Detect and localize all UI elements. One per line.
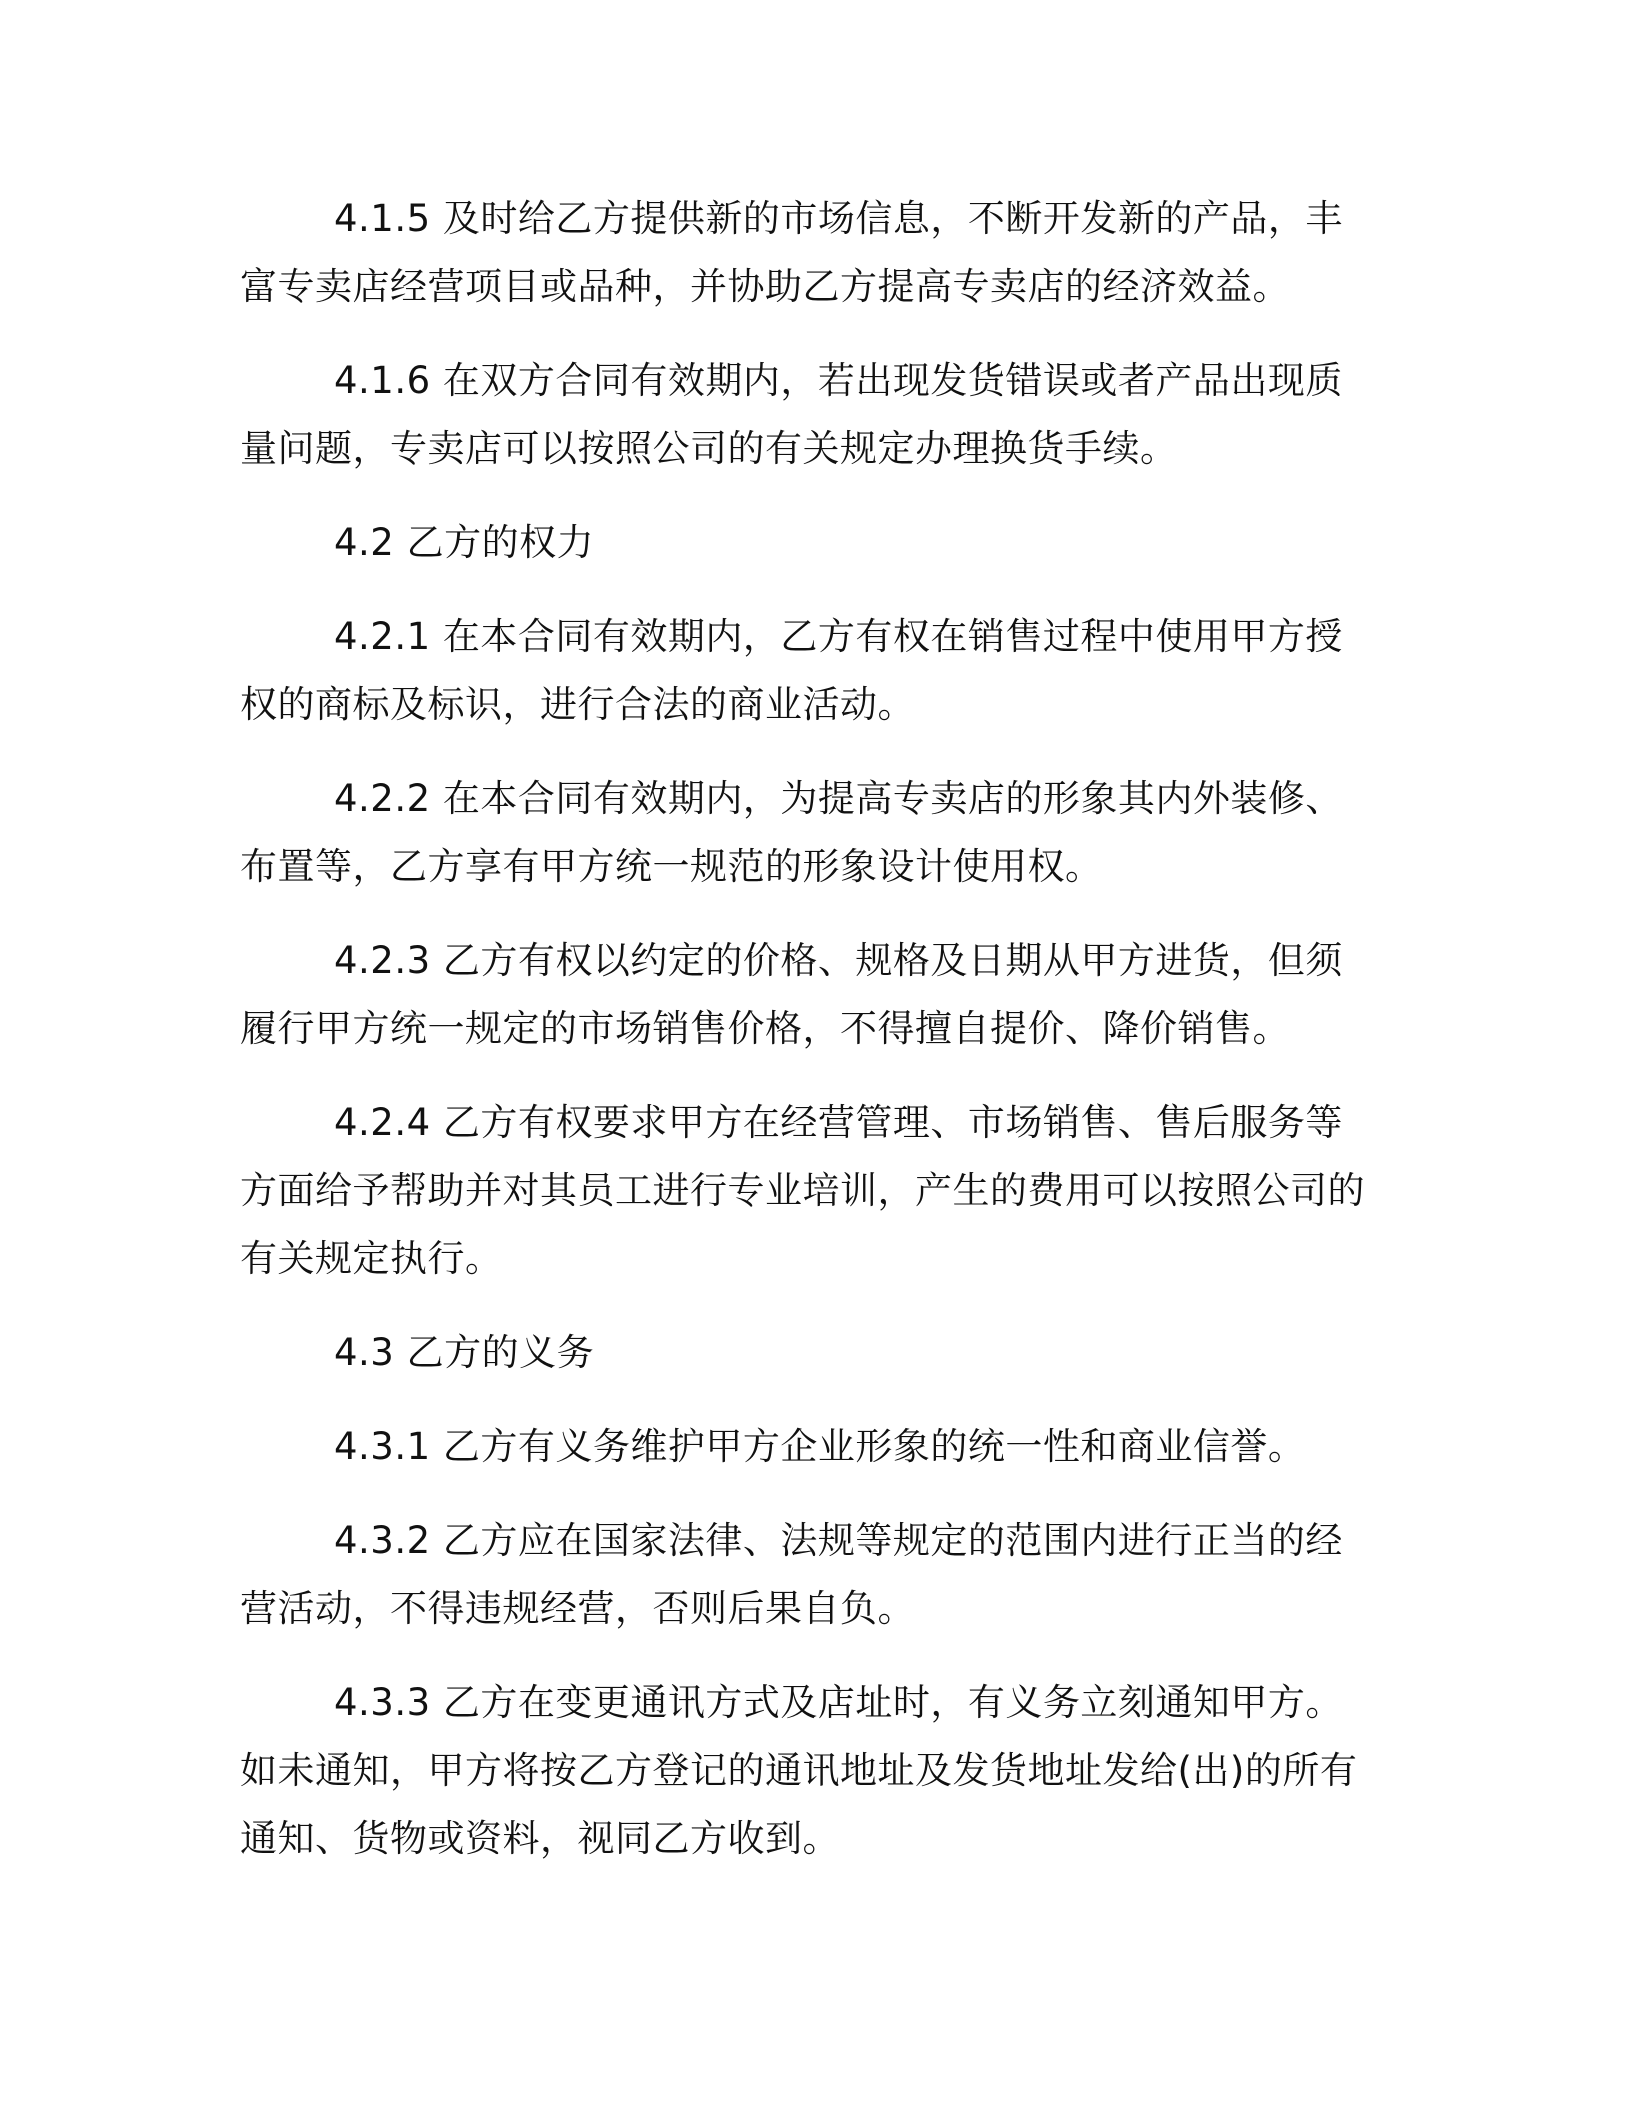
- clause-4-2-3: 4.2.3 乙方有权以约定的价格、规格及日期从甲方进货，但须履行甲方统一规定的市场销售价格，不得擅自提价、降价销售。: [240, 939, 1343, 1050]
- clause-4-2-2: 4.2.2 在本合同有效期内，为提高专卖店的形象其内外装修、布置等，乙方享有甲方统一规范的形象设计使用权。: [240, 777, 1343, 888]
- section-heading-4-3: 4.3 乙方的义务: [334, 1331, 595, 1374]
- clause-4-2-1: 4.2.1 在本合同有效期内，乙方有权在销售过程中使用甲方授权的商标及标识，进行合法的商业活动。: [240, 615, 1343, 726]
- clause-4-3-1: 4.3.1 乙方有义务维护甲方企业形象的统一性和商业信誉。: [334, 1425, 1306, 1468]
- section-heading-4-2: 4.2 乙方的权力: [334, 521, 595, 564]
- clause-4-2-4: 4.2.4 乙方有权要求甲方在经营管理、市场销售、售后服务等方面给予帮助并对其员工进行专业培训，产生的费用可以按照公司的有关规定执行。: [240, 1101, 1365, 1280]
- clause-4-3-2: 4.3.2 乙方应在国家法律、法规等规定的范围内进行正当的经营活动，不得违规经营，否则后果自负。: [240, 1519, 1343, 1630]
- clause-4-3-3: 4.3.3 乙方在变更通讯方式及店址时，有义务立刻通知甲方。如未通知，甲方将按乙方登记的通讯地址及发货地址发给(出)的所有通知、货物或资料，视同乙方收到。: [240, 1681, 1358, 1860]
- document-body: [240, 185, 1380, 1899]
- clause-4-1-5: 4.1.5 及时给乙方提供新的市场信息，不断开发新的产品，丰富专卖店经营项目或品种，并协助乙方提高专卖店的经济效益。: [240, 197, 1343, 308]
- clause-4-1-6: 4.1.6 在双方合同有效期内，若出现发货错误或者产品出现质量问题，专卖店可以按照公司的有关规定办理换货手续。: [240, 359, 1343, 470]
